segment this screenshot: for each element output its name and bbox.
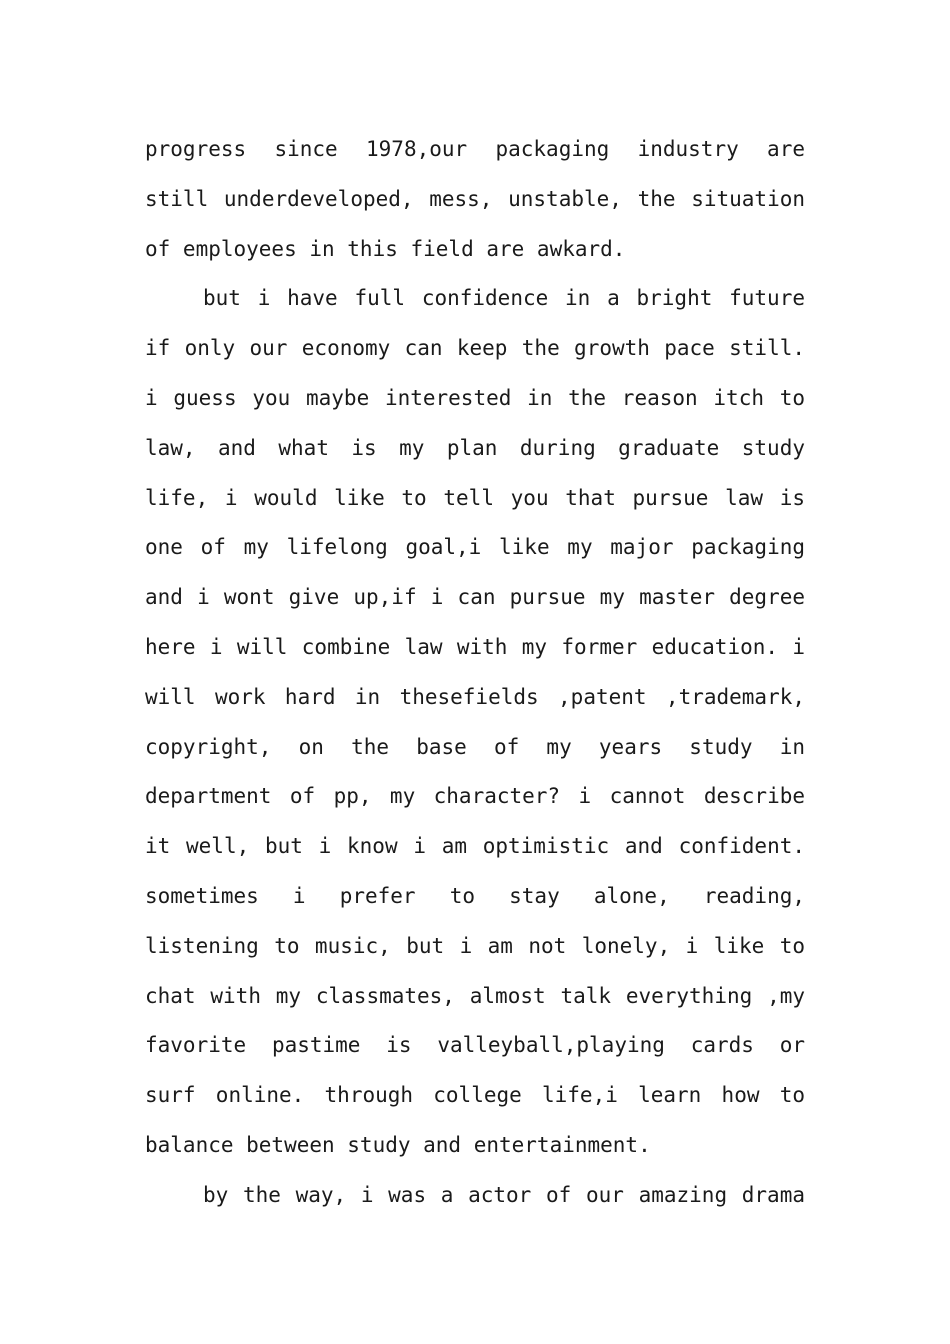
text-line: will work hard in thesefields ,patent ,trademark, (145, 684, 805, 709)
text-line: if only our economy can keep the growth pace still. (145, 336, 805, 361)
text-line: progress since 1978,our packaging industry are (145, 137, 805, 161)
text-line: department of pp, my character? i cannot describe (145, 784, 805, 809)
text-line: law, and what is my plan during graduate study (145, 435, 805, 460)
paragraph-first-line: but i have full confidence in a bright future (203, 286, 805, 311)
body-text (145, 125, 805, 1221)
text-line: listening to music, but i am not lonely, i like to (145, 933, 805, 958)
text-line: favorite pastime is valleyball,playing cards or (145, 1033, 805, 1058)
text-line: sometimes i prefer to stay alone, reading, (145, 883, 805, 908)
text-line: still underdeveloped, mess, unstable, the situation (145, 186, 805, 211)
text-line: i guess you maybe interested in the reason itch to (145, 385, 805, 410)
text-line: surf online. through college life,i learn how to (145, 1083, 805, 1108)
text-line: it well, but i know i am optimistic and confident. (145, 834, 805, 859)
text-line: one of my lifelong goal,i like my major packaging (145, 535, 805, 560)
text-line: of employees in this field are awkard. (145, 236, 626, 261)
text-line: and i wont give up,if i can pursue my master degree (145, 585, 805, 610)
text-line: chat with my classmates, almost talk everything ,my (145, 983, 805, 1008)
text-line: copyright, on the base of my years study in (145, 734, 805, 759)
text-line: here i will combine law with my former education. i (145, 634, 805, 659)
paragraph-first-line: by the way, i was a actor of our amazing drama (203, 1182, 805, 1207)
text-line: life, i would like to tell you that pursue law is (145, 485, 805, 510)
text-line: balance between study and entertainment. (145, 1132, 651, 1157)
